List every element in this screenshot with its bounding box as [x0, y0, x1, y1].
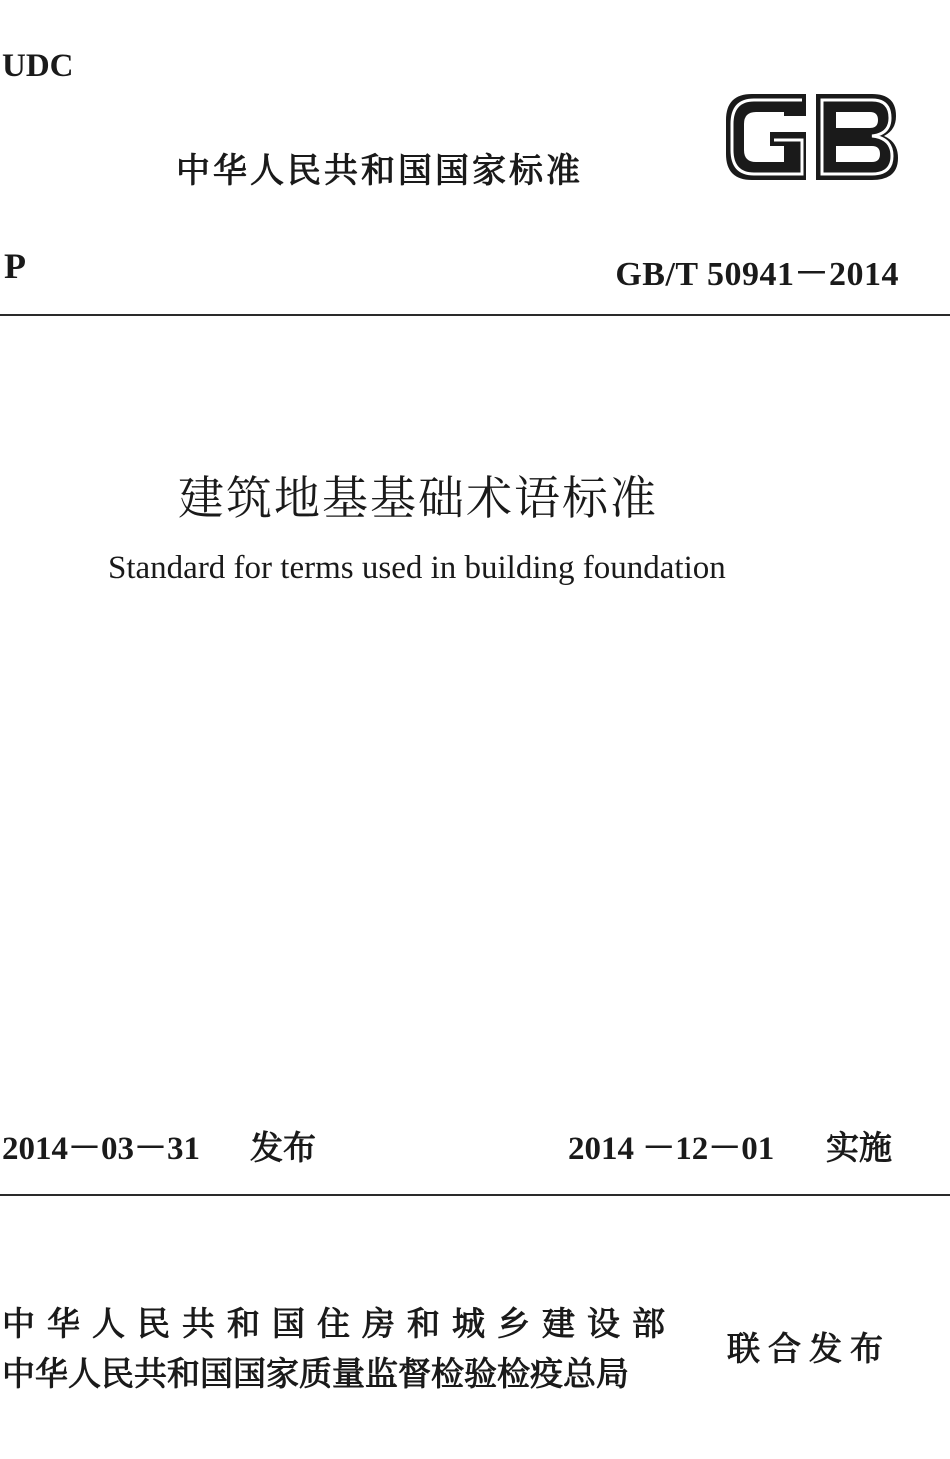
- effective-label: 实施: [826, 1128, 892, 1167]
- issue-date: 2014－03－31: [2, 1131, 200, 1167]
- issue-label: 发布: [250, 1128, 316, 1167]
- issuer-aqsiq: 中华人民共和国国家质量监督检验检疫总局: [2, 1354, 629, 1393]
- gb-logo: [722, 90, 900, 184]
- standard-number: GB/T 50941－2014: [615, 256, 899, 293]
- effective-date: 2014 －12－01: [568, 1131, 775, 1167]
- top-divider: [0, 314, 950, 316]
- udc-label: UDC: [2, 48, 74, 84]
- joint-issue-label: 联合发布: [727, 1329, 891, 1368]
- bottom-divider: [0, 1194, 950, 1196]
- standard-title-english: Standard for terms used in building foundation: [108, 550, 726, 586]
- standard-title-chinese: 建筑地基基础术语标准: [178, 473, 658, 524]
- issuer-ministry-housing: 中华人民共和国住房和城乡建设部: [2, 1304, 677, 1343]
- national-standard-title: 中华人民共和国国家标准: [176, 151, 583, 191]
- classification-code: P: [4, 246, 26, 286]
